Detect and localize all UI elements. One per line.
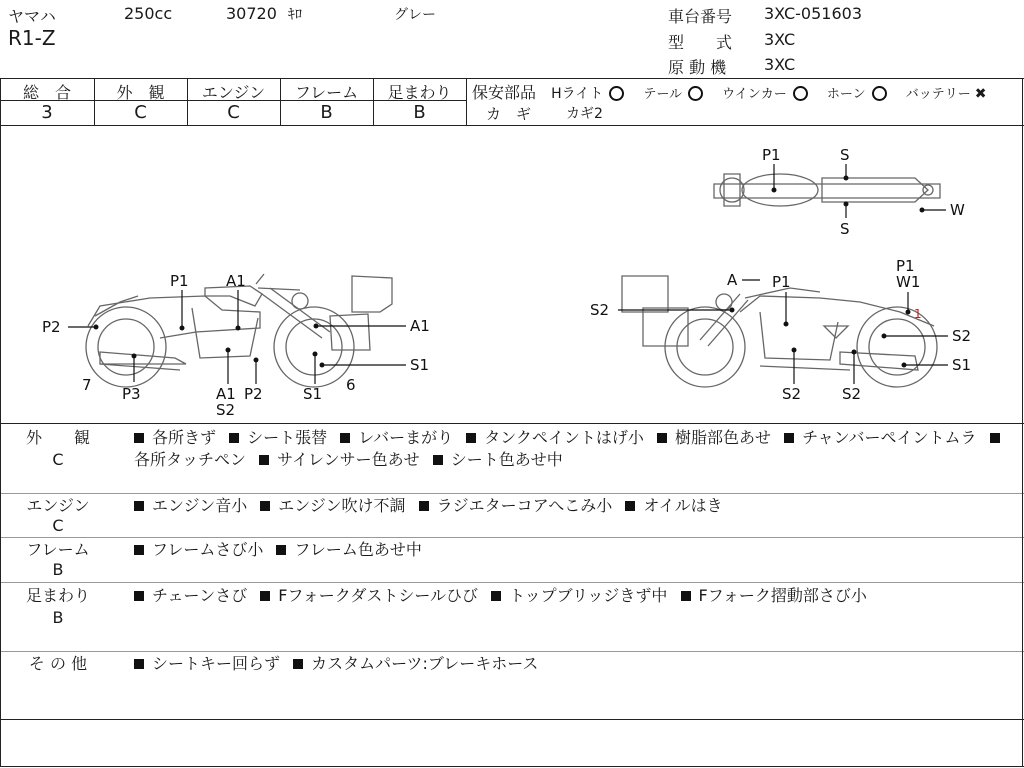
safety-title: 保安部品 [472, 83, 537, 102]
bullet-square-icon [293, 659, 303, 669]
bullet-square-icon [134, 501, 144, 511]
ok-circle-icon [688, 86, 703, 101]
left-markers [42, 272, 430, 419]
divider [0, 423, 1024, 424]
bullet-square-icon [134, 659, 144, 669]
right-markers [590, 257, 971, 403]
marker-s-top: S [840, 146, 850, 164]
section-suspension-grade: B [52, 608, 64, 627]
type-label: 型 式 [668, 33, 733, 52]
divider [466, 78, 467, 125]
marker-s2-left: S2 [590, 301, 610, 319]
section-engine-items [134, 495, 1014, 517]
score-value-exterior: C [134, 102, 147, 123]
marker-p3: P3 [122, 385, 141, 403]
marker-s1-bottom: S1 [303, 385, 323, 403]
divider [0, 78, 1024, 79]
mileage [226, 4, 302, 24]
bullet-square-icon [134, 591, 144, 601]
marker-s1-right: S1 [410, 356, 430, 374]
section-suspension-title: 足まわり [25, 586, 90, 605]
score-value-suspension: B [413, 102, 426, 123]
marker-s1-right: S1 [952, 356, 972, 374]
marker-w: W [950, 201, 965, 219]
marker-7: 7 [82, 376, 92, 394]
bullet-square-icon [260, 591, 270, 601]
section-exterior-title: 外 観 [25, 428, 90, 447]
section-engine-grade: C [52, 516, 64, 535]
key-value: カギ2 [566, 106, 603, 122]
bullet-square-icon [340, 433, 350, 443]
list-item: シート色あせ中 [450, 450, 563, 469]
list-item: エンジン吹け不調 [278, 496, 406, 515]
list-item: フレーム色あせ中 [294, 540, 422, 559]
bullet-square-icon [625, 501, 635, 511]
section-frame-title: フレーム [26, 540, 90, 559]
marker-red-note: 1 [914, 307, 922, 321]
engine-label: 原 動 機 [668, 58, 727, 77]
marker-p2-bottom: P2 [244, 385, 263, 403]
ok-circle-icon [872, 86, 887, 101]
key-label: カ ギ [486, 105, 532, 123]
ok-circle-icon [609, 86, 624, 101]
bullet-square-icon [419, 501, 429, 511]
bullet-square-icon [259, 455, 269, 465]
section-engine-title: エンジン [26, 496, 90, 515]
bullet-square-icon [657, 433, 667, 443]
marker-p1: P1 [772, 273, 791, 291]
marker-s2-bottom-b: S2 [842, 385, 862, 403]
list-item: 樹脂部色あせ [674, 428, 771, 447]
list-item: チェーンさび [152, 586, 248, 605]
marker-a: A [727, 271, 738, 289]
bullet-square-icon [784, 433, 794, 443]
score-label-total: 総 合 [22, 83, 71, 102]
section-exterior-items [134, 427, 1014, 471]
marker-a1-top: A1 [226, 272, 246, 290]
bullet-square-icon [260, 501, 270, 511]
type-value: 3XC [764, 30, 796, 49]
safety-headlight-label: Hライト [551, 86, 604, 102]
section-exterior-grade: C [52, 450, 64, 469]
safety-battery-label: バッテリー [905, 87, 971, 102]
list-item: トップブリッジきず中 [509, 586, 668, 605]
safety-tail-label: テール [643, 87, 683, 102]
engine-value: 3XC [764, 55, 796, 74]
divider [0, 766, 1024, 767]
bullet-square-icon [466, 433, 476, 443]
bullet-square-icon [134, 433, 144, 443]
marker-p1-top: P1 [896, 257, 915, 275]
bullet-square-icon [990, 433, 1000, 443]
bullet-square-icon [229, 433, 239, 443]
list-item: サイレンサー色あせ [277, 450, 420, 469]
section-frame-items [134, 539, 1014, 561]
list-item: チャンバーペイントムラ [802, 428, 977, 447]
divider [0, 493, 1024, 494]
bike-top-view [714, 174, 940, 206]
divider [1022, 78, 1023, 767]
bullet-square-icon [681, 591, 691, 601]
divider [0, 537, 1024, 538]
model-name: R1-Z [8, 26, 56, 50]
list-item: オイルはき [643, 496, 723, 515]
list-item: フレームさび小 [152, 540, 264, 559]
ng-cross-icon: ✖ [974, 86, 987, 102]
score-value-frame: B [320, 102, 333, 123]
frame-number-label: 車台番号 [668, 7, 733, 26]
marker-a1-bottom: A1 [216, 385, 236, 403]
displacement: 250cc [124, 4, 173, 23]
safety-parts [472, 80, 986, 103]
list-item: ラジエターコアへこみ小 [436, 496, 613, 515]
ok-circle-icon [793, 86, 808, 101]
section-other-items [134, 653, 1014, 675]
marker-a1-right: A1 [410, 317, 430, 335]
mileage-value: 30720 [226, 4, 277, 23]
divider [0, 582, 1024, 583]
color: グレー [394, 7, 436, 23]
safety-horn-label: ホーン [826, 87, 866, 102]
divider [0, 651, 1024, 652]
top-markers [762, 146, 965, 238]
score-value-engine: C [227, 102, 240, 123]
section-frame-grade: B [52, 560, 64, 579]
marker-p1: P1 [170, 272, 189, 290]
marker-6: 6 [346, 376, 356, 394]
marker-p2: P2 [42, 318, 61, 336]
frame-number: 3XC-051603 [764, 4, 862, 23]
list-item: シート張替 [247, 428, 328, 447]
list-item: エンジン音小 [152, 496, 248, 515]
bullet-square-icon [276, 545, 286, 555]
bullet-square-icon [433, 455, 443, 465]
divider [0, 719, 1024, 720]
list-item: レバーまがり [358, 428, 454, 447]
marker-s2-bottom-a: S2 [782, 385, 802, 403]
marker-s2-right: S2 [952, 327, 972, 345]
list-item: シートキー回らず [152, 654, 281, 673]
marker-s2-bottom: S2 [216, 401, 236, 419]
safety-winker-label: ウインカー [722, 87, 787, 102]
list-item: 各所きず [152, 428, 217, 447]
score-value-total: 3 [41, 102, 53, 123]
list-item: カスタムパーツ:ブレーキホース [311, 654, 539, 673]
marker-s-bottom: S [840, 220, 850, 238]
bike-right-view [622, 276, 937, 387]
damage-diagram [0, 126, 1022, 422]
list-item: Fフォークダストシールひび [278, 586, 479, 605]
score-label-engine: エンジン [201, 83, 266, 102]
list-item: タンクペイントはげ小 [484, 428, 644, 447]
marker-w1: W1 [896, 273, 921, 291]
section-suspension-items [134, 585, 1014, 607]
maker-name: ヤマハ [8, 7, 56, 26]
list-item: Fフォーク摺動部さび小 [698, 586, 867, 605]
list-item: 各所タッチペン [134, 450, 247, 469]
bullet-square-icon [491, 591, 501, 601]
score-label-suspension: 足まわり [387, 83, 452, 102]
mileage-unit: ｷﾛ [288, 7, 302, 23]
score-label-frame: フレーム [294, 83, 359, 102]
section-other-title: そ の 他 [28, 654, 88, 673]
marker-p1: P1 [762, 146, 781, 164]
bike-left-view [86, 274, 392, 387]
score-label-exterior: 外 観 [116, 83, 165, 102]
bullet-square-icon [134, 545, 144, 555]
